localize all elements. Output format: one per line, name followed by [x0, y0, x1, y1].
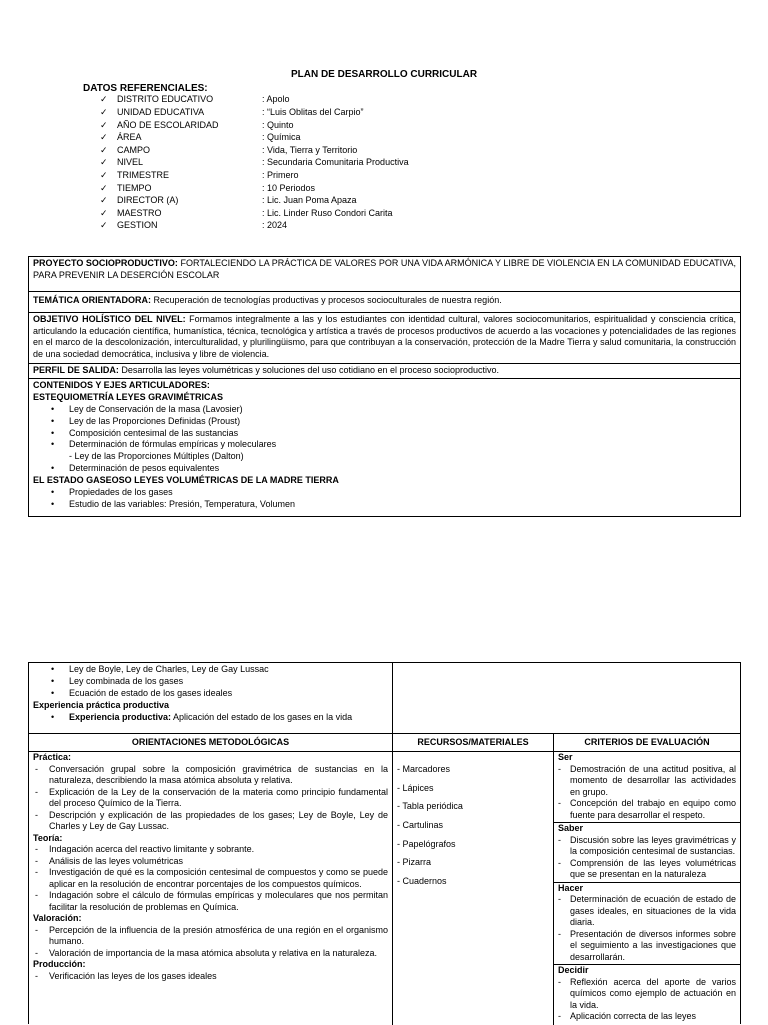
referencia-row: [100, 207, 409, 220]
page2-contenidos-box: [28, 662, 741, 734]
recurso-item: - Cartulinas: [397, 820, 444, 831]
orientacion-list: [33, 971, 388, 983]
referencia-label: TIEMPO: [117, 182, 152, 193]
recurso-item: - Lápices: [397, 782, 434, 793]
list-item: • Ley de Conservación de la masa (Lavosier): [33, 404, 736, 416]
tematica-row: [29, 292, 740, 313]
list-item: • Ecuación de estado de los gases ideales: [33, 688, 736, 700]
referencia-row: [100, 107, 409, 120]
referencia-value: : 2024: [262, 220, 288, 231]
criterio-section: [554, 965, 740, 1024]
criterio-item: - Concepción del trabajo en equipo como fuente para desarrollar el respeto.: [558, 798, 736, 821]
referencia-label: DIRECTOR (A): [117, 195, 179, 206]
experiencia-item: [33, 712, 736, 724]
objetivo-text: Formamos integralmente a las y los estudiantes con identidad cultural, valores sociocomunitarios, espiritualidad y consciencia crítica, articulando la educación científica, humanística, técnica, tecnológica y artística a través de procesos productivos de acuerdo a las vocaciones y potencialidades de las regiones en el marco de la descolonización, interculturalidad, y plurilingüismo, para que contribuyan a la conservación, protección de la Madre Tierra y salud comunitaria, la construcción de una sociedad democrática, inclusiva y libre de violencia.: [33, 314, 736, 360]
gaseoso-heading: EL ESTADO GASEOSO LEYES VOLUMÉTRICAS DE LA MADRE TIERRA: [33, 475, 339, 485]
list-item: • Ley combinada de los gases: [33, 676, 736, 688]
experiencia-text: Aplicación del estado de los gases en la vida: [171, 711, 353, 722]
experiencia-label: Experiencia productiva:: [69, 711, 172, 722]
referencia-label: TRIMESTRE: [117, 170, 170, 181]
orientacion-list: [33, 764, 388, 833]
evaluation-table: [28, 733, 741, 1024]
criterio-heading: Decidir: [558, 965, 589, 976]
list-item: • Determinación de fórmulas empíricas y moleculares: [33, 439, 736, 451]
check-icon: ✓: [100, 195, 108, 206]
referencia-value: : 10 Periodos: [262, 182, 316, 193]
list-item: • Determinación de pesos equivalentes: [33, 463, 736, 475]
referencia-value: : Química: [262, 132, 301, 143]
header-criterios: CRITERIOS DE EVALUACIÓN: [584, 737, 710, 747]
check-icon: ✓: [100, 170, 108, 181]
referencia-row: [100, 182, 409, 195]
criterio-item: - Comprensión de las leyes volumétricas que se presentan en la naturaleza: [558, 858, 736, 881]
referencia-label: AÑO DE ESCOLARIDAD: [117, 119, 219, 130]
orientacion-list: [33, 844, 388, 913]
estequiometria-heading: ESTEQUIOMETRÍA LEYES GRAVIMÉTRICAS: [33, 391, 224, 402]
criterio-section: [554, 752, 740, 823]
criterio-section: [554, 823, 740, 883]
referencia-value: : Secundaria Comunitaria Productiva: [262, 157, 409, 168]
referencia-value: : Vida, Tierra y Territorio: [262, 144, 358, 155]
list-item: • Ley de Boyle, Ley de Charles, Ley de Gay Lussac: [33, 664, 736, 676]
estequiometria-list: [33, 404, 736, 452]
criterio-item: - Determinación de ecuación de estado de gases ideales, en situaciones de la vida diaria.: [558, 894, 736, 929]
criterio-heading: Saber: [558, 823, 584, 834]
criterio-list: [558, 764, 736, 822]
estequiometria-list-b: [33, 463, 736, 475]
criterio-section: [554, 883, 740, 966]
contenidos-heading: CONTENIDOS Y EJES ARTICULADORES:: [33, 380, 210, 390]
check-icon: ✓: [100, 119, 108, 130]
recursos-list: [393, 764, 553, 895]
perfil-row: [29, 364, 740, 379]
tematica-label: TEMÁTICA ORIENTADORA:: [33, 295, 151, 305]
recurso-item: - Pizarra: [397, 857, 432, 868]
referencia-label: CAMPO: [117, 144, 151, 155]
table-header-row: [29, 734, 740, 752]
criterio-list: [558, 835, 736, 881]
list-item: • Composición centesimal de las sustancias: [33, 428, 736, 440]
referencia-label: DISTRITO EDUCATIVO: [117, 94, 214, 105]
referencia-value: : Lic. Linder Ruso Condori Carita: [262, 207, 393, 218]
est-sub-item: - Ley de las Proporciones Múltiples (Dalton): [69, 451, 244, 462]
referencia-value: : Quinto: [262, 119, 294, 130]
objetivo-row: [29, 313, 740, 364]
orientacion-item: - Conversación grupal sobre la composición gravimétrica de sustancias en la naturaleza, describiendo la masa atómica absoluta y relativa.: [33, 764, 388, 787]
gaseoso-list-cont: [33, 664, 736, 700]
check-icon: ✓: [100, 144, 108, 155]
objetivo-label: OBJETIVO HOLÍSTICO DEL NIVEL:: [33, 314, 186, 324]
experiencia-heading: Experiencia práctica productiva: [33, 699, 170, 710]
recurso-item: - Tabla periódica: [397, 801, 463, 812]
referencia-label: MAESTRO: [117, 207, 162, 218]
criterio-heading: Hacer: [558, 882, 584, 893]
referencia-row: [100, 220, 409, 233]
document-title: PLAN DE DESARROLLO CURRICULAR: [290, 69, 478, 80]
referencia-label: ÁREA: [117, 132, 142, 143]
recurso-item: - Cuadernos: [397, 876, 447, 887]
check-icon: ✓: [100, 132, 108, 143]
check-icon: ✓: [100, 107, 108, 118]
perfil-text: Desarrolla las leyes volumétricas y soluciones del uso cotidiano en el proceso socioproductivo.: [118, 365, 500, 375]
list-item: • Propiedades de los gases: [33, 487, 736, 499]
referencia-row: [100, 144, 409, 157]
criterio-item: - Presentación de diversos informes sobre el seguimiento a las investigaciones que desarrollarán.: [558, 929, 736, 964]
referencia-row: [100, 170, 409, 183]
orientacion-item: - Análisis de las leyes volumétricas: [33, 856, 388, 868]
referencia-value: : Apolo: [262, 94, 290, 105]
orientaciones-cell: [29, 752, 392, 982]
check-icon: ✓: [100, 182, 108, 193]
criterio-item: - Discusión sobre las leyes gravimétricas y la composición centesimal de sustancias.: [558, 835, 736, 858]
referencia-label: GESTION: [117, 220, 158, 231]
gaseoso-list: [33, 487, 736, 511]
referencia-value: : Primero: [262, 170, 299, 181]
orientacion-item: - Indagación sobre el cálculo de fórmulas empíricas y moleculares que nos permitan facilitar la resolución de problemas en Química.: [33, 890, 388, 913]
referencia-label: UNIDAD EDUCATIVA: [117, 107, 205, 118]
check-icon: ✓: [100, 220, 108, 231]
criterio-item: - Demostración de una actitud positiva, al momento de desarrollar las actividades en grupo.: [558, 764, 736, 799]
referencia-value: : Lic. Juan Poma Apaza: [262, 195, 357, 206]
perfil-label: PERFIL DE SALIDA:: [33, 365, 119, 375]
criterio-list: [558, 894, 736, 963]
check-icon: ✓: [100, 94, 108, 105]
tematica-text: Recuperación de tecnologías productivas y procesos socioculturales de nuestra región.: [151, 295, 502, 305]
criterio-item: - Aplicación correcta de las leyes: [558, 1011, 736, 1023]
referencia-row: [100, 195, 409, 208]
plan-info-box: [28, 256, 741, 517]
datos-referenciales-list: [100, 94, 409, 233]
orientacion-item: - Explicación de la Ley de la conservación de la materia como principio fundamental del proceso Químico de la Tierra.: [33, 787, 388, 810]
orientacion-item: - Indagación acerca del reactivo limitante y sobrante.: [33, 844, 388, 856]
criterios-cell: [554, 752, 740, 1024]
proyecto-text: FORTALECIENDO LA PRÁCTICA DE VALORES POR UNA VIDA ARMÓNICA Y LIBRE DE VIOLENCIA EN LA COMUNIDAD EDUCATIVA, PARA PREVENIR LA DESERCIÓN ESCOLAR: [33, 258, 736, 280]
orientacion-item: - Valoración de importancia de la masa atómica absoluta y relativa en la naturaleza.: [33, 948, 388, 960]
check-icon: ✓: [100, 157, 108, 168]
orientacion-heading: Producción:: [33, 959, 86, 970]
referencia-label: NIVEL: [117, 157, 144, 168]
header-orientaciones: ORIENTACIONES METODOLÓGICAS: [131, 737, 290, 747]
recurso-item: - Marcadores: [397, 764, 451, 774]
proyecto-label: PROYECTO SOCIOPRODUCTIVO:: [33, 258, 178, 268]
recurso-item: - Papelógrafos: [397, 838, 456, 849]
proyecto-row: [29, 257, 740, 292]
criterio-heading: Ser: [558, 752, 573, 762]
orientacion-heading: Práctica:: [33, 752, 72, 762]
header-recursos: RECURSOS/MATERIALES: [417, 737, 529, 747]
orientacion-item: - Descripción y explicación de las propiedades de los gases; Ley de Boyle, Ley de Charles y Ley de Gay Lussac.: [33, 810, 388, 833]
orientacion-item: - Verificación las leyes de los gases ideales: [33, 971, 388, 983]
orientacion-heading: Valoración:: [33, 913, 82, 924]
criterio-item: - Reflexión acerca del aporte de varios químicos como ejemplo de actuación en la vida.: [558, 977, 736, 1012]
contenidos-row: [29, 379, 740, 512]
criterio-list: [558, 977, 736, 1023]
referencia-value: : “Luis Oblitas del Carpio”: [262, 107, 364, 118]
referencia-row: [100, 157, 409, 170]
orientacion-list: [33, 925, 388, 960]
orientacion-heading: Teoría:: [33, 832, 63, 843]
datos-referenciales-heading: DATOS REFERENCIALES:: [83, 83, 208, 94]
check-icon: ✓: [100, 207, 108, 218]
referencia-row: [100, 119, 409, 132]
list-item: • Ley de las Proporciones Definidas (Proust): [33, 416, 736, 428]
orientacion-item: - Investigación de qué es la composición centesimal de compuestos y como se puede aplicar en la resolución de encontrar porcentajes de los compuestos químicos.: [33, 867, 388, 890]
orientacion-item: - Percepción de la influencia de la presión atmosférica de una región en el organismo humano.: [33, 925, 388, 948]
referencia-row: [100, 94, 409, 107]
list-item: • Estudio de las variables: Presión, Temperatura, Volumen: [33, 499, 736, 511]
referencia-row: [100, 132, 409, 145]
